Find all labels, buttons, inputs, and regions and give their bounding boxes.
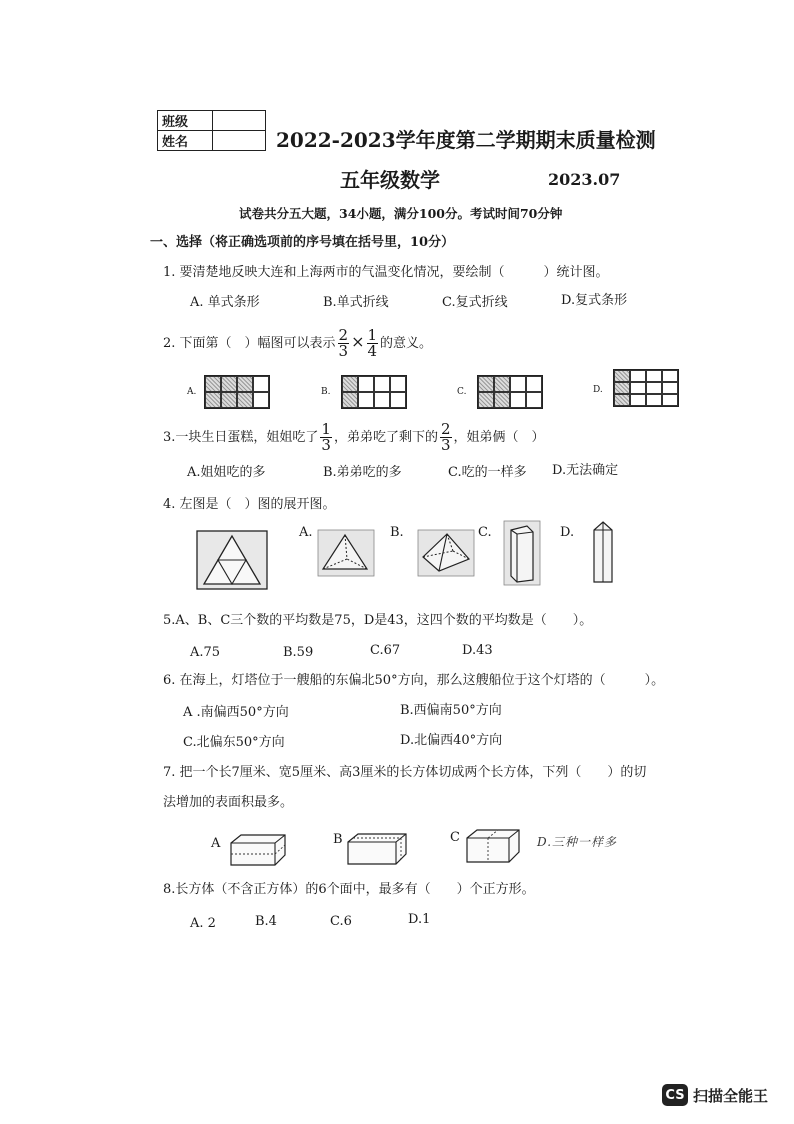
q4-prism-c[interactable]: [503, 520, 541, 586]
q3-fraction-1: $\frac{1}{3}$: [321, 420, 331, 454]
q6-option-c[interactable]: C.北偏东50°方向: [183, 735, 285, 750]
q2-label-c[interactable]: C.: [457, 387, 467, 397]
section-heading: 一、选择（将正确选项前的序号填在括号里，10分）: [150, 235, 455, 250]
q2-stem-pre: 2. 下面第（ ）幅图可以表示: [163, 336, 336, 351]
q4-label-b[interactable]: B.: [390, 525, 404, 540]
q2-label-b[interactable]: B.: [321, 387, 331, 397]
camscanner-logo-icon: CS: [662, 1084, 688, 1106]
q2-stem-post: 的意义。: [380, 336, 433, 351]
q4-stem: 4. 左图是（ ）图的展开图。: [163, 497, 336, 512]
q2-label-a[interactable]: A.: [187, 387, 197, 397]
exam-date: 2023.07: [548, 170, 621, 189]
q3-stem-mid: ，弟弟吃了剩下的: [333, 430, 438, 445]
q6-option-a[interactable]: A .南偏西50°方向: [183, 705, 289, 720]
q2-grid-c[interactable]: [477, 375, 543, 409]
q7-stem-line2: 法增加的表面积最多。: [163, 795, 294, 810]
q2-label-d[interactable]: D.: [593, 385, 603, 395]
q2-grid-d[interactable]: [613, 369, 679, 407]
watermark-text: 扫描全能王: [693, 1086, 769, 1105]
q2-fraction-2: $\frac{1}{4}$: [367, 326, 378, 360]
class-label: 班级: [158, 111, 213, 131]
q5-option-a[interactable]: A.75: [190, 645, 221, 660]
q6-option-b[interactable]: B.西偏南50°方向: [400, 703, 502, 718]
q3-option-d[interactable]: D.无法确定: [552, 463, 619, 478]
q3-option-c[interactable]: C.吃的一样多: [448, 465, 527, 480]
q4-prism-d[interactable]: [588, 520, 618, 586]
scanner-watermark: [662, 1084, 768, 1106]
name-label: 姓名: [158, 131, 213, 151]
q3-stem: [163, 420, 545, 456]
q4-label-d[interactable]: D.: [560, 525, 575, 540]
q4-pyramid-a[interactable]: [317, 529, 375, 577]
q1-stem: 1. 要清楚地反映大连和上海两市的气温变化情况，要绘制（ ）统计图。: [163, 265, 609, 280]
class-name-table: [157, 110, 266, 151]
q7-option-d[interactable]: D.三种一样多: [537, 835, 618, 849]
q5-option-c[interactable]: C.67: [370, 643, 401, 658]
exam-title: 2022-2023学年度第二学期期末质量检测: [276, 128, 656, 152]
q1-option-a[interactable]: A. 单式条形: [190, 295, 260, 310]
q1-option-d[interactable]: D.复式条形: [561, 293, 628, 308]
q5-stem: 5.A、B、C三个数的平均数是75，D是43，这四个数的平均数是（ ）。: [163, 613, 593, 628]
q3-stem-post: ，姐弟俩（ ）: [453, 430, 545, 445]
q4-label-c[interactable]: C.: [478, 525, 492, 540]
q3-option-b[interactable]: B.弟弟吃的多: [323, 465, 402, 480]
q1-option-b[interactable]: B.单式折线: [323, 295, 389, 310]
times-sign: ×: [351, 332, 365, 351]
q8-option-a[interactable]: A. 2: [190, 916, 216, 931]
q4-pyramid-b[interactable]: [417, 529, 475, 577]
subject-title: 五年级数学: [340, 168, 440, 192]
q7-label-a[interactable]: A: [211, 836, 221, 851]
q8-stem: 8.长方体（不含正方体）的6个面中，最多有（ ）个正方形。: [163, 882, 535, 897]
q2-fraction-1: $\frac{2}{3}$: [338, 326, 349, 360]
class-field[interactable]: [213, 111, 266, 131]
q2-stem: [163, 324, 432, 362]
q5-option-d[interactable]: D.43: [462, 643, 493, 658]
q7-cuboid-b[interactable]: [346, 832, 408, 866]
q8-option-b[interactable]: B.4: [255, 914, 277, 929]
exam-instructions: 试卷共分五大题，34小题，满分100分。考试时间70分钟: [239, 206, 563, 221]
q3-fraction-2: $\frac{2}{3}$: [440, 420, 451, 454]
q2-grid-a[interactable]: [204, 375, 270, 409]
q3-stem-pre: 3.一块生日蛋糕，姐姐吃了: [163, 430, 319, 445]
q5-option-b[interactable]: B.59: [283, 645, 314, 660]
net-figure: [196, 530, 268, 590]
q1-option-c[interactable]: C.复式折线: [442, 295, 508, 310]
q7-cuboid-a[interactable]: [229, 833, 287, 867]
q7-cuboid-c[interactable]: [465, 828, 521, 864]
q6-stem: 6. 在海上，灯塔位于一艘船的东偏北50°方向，那么这艘船位于这个灯塔的（ ）。: [163, 673, 665, 688]
q6-option-d[interactable]: D.北偏西40°方向: [400, 733, 503, 748]
name-field[interactable]: [213, 131, 266, 151]
q7-stem-line1: 7. 把一个长7厘米、宽5厘米、高3厘米的长方体切成两个长方体，下列（ ）的切: [163, 765, 647, 780]
q7-label-b[interactable]: B: [333, 832, 343, 847]
q8-option-d[interactable]: D.1: [408, 912, 431, 927]
q2-grid-b[interactable]: [341, 375, 407, 409]
q3-option-a[interactable]: A.姐姐吃的多: [187, 465, 266, 480]
q8-option-c[interactable]: C.6: [330, 914, 352, 929]
q7-label-c[interactable]: C: [450, 830, 460, 845]
q4-label-a[interactable]: A.: [299, 525, 313, 540]
